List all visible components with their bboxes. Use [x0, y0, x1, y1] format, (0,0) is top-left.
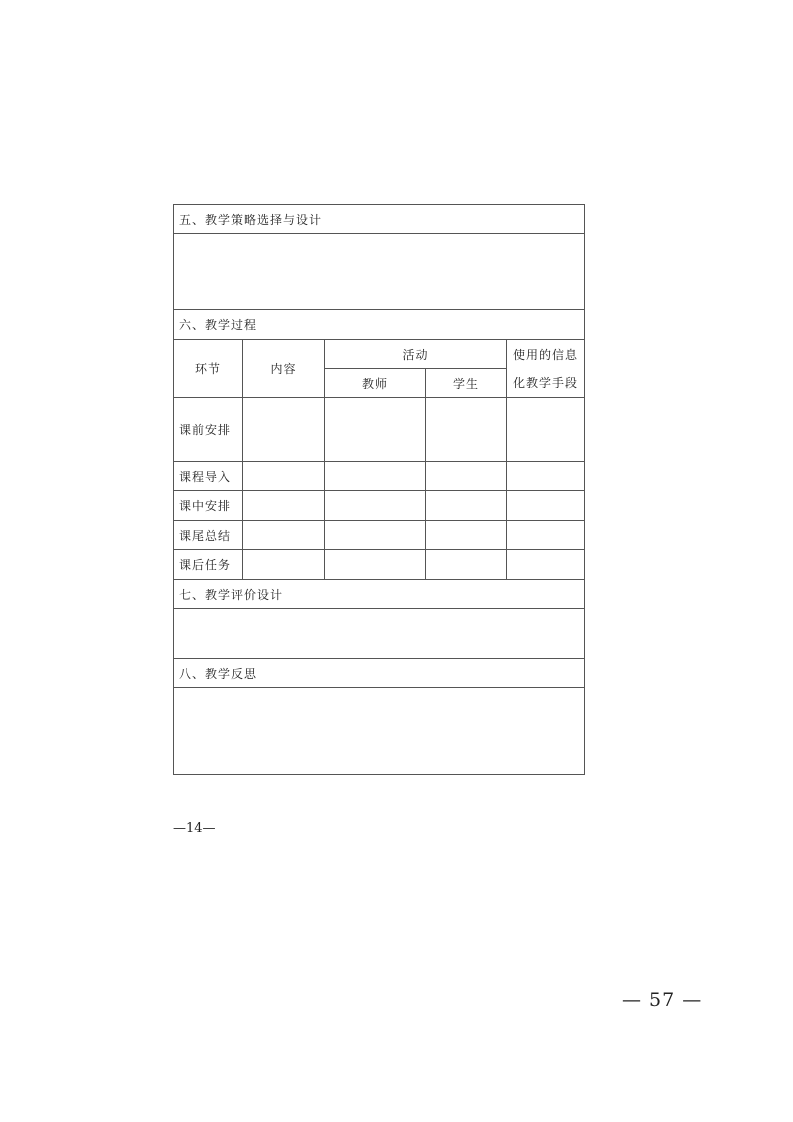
section-7-title: 七、教学评价设计: [174, 580, 585, 609]
header-teacher: 教师: [325, 369, 426, 398]
cell-content[interactable]: [243, 521, 325, 550]
cell-student[interactable]: [426, 491, 507, 521]
outer-page-number: — 57 —: [622, 989, 703, 1011]
row-label-pre-class: 课前安排: [174, 398, 243, 462]
section-8-title: 八、教学反思: [174, 659, 585, 688]
cell-info-means[interactable]: [507, 550, 585, 580]
cell-info-means[interactable]: [507, 398, 585, 462]
table-row: [174, 550, 585, 580]
table-row: [174, 521, 585, 550]
row-label-in-class: 课中安排: [174, 491, 243, 521]
table-row: [174, 462, 585, 491]
lesson-plan-form: [173, 204, 585, 775]
cell-student[interactable]: [426, 462, 507, 491]
cell-student[interactable]: [426, 521, 507, 550]
cell-teacher[interactable]: [325, 491, 426, 521]
row-label-summary: 课尾总结: [174, 521, 243, 550]
table-row: [174, 398, 585, 462]
header-content: 内容: [243, 340, 325, 398]
section-5-title: 五、教学策略选择与设计: [174, 205, 585, 234]
cell-info-means[interactable]: [507, 521, 585, 550]
inner-page-number: —14—: [173, 821, 216, 836]
header-info-line2: 化教学手段: [513, 375, 579, 390]
header-info-means: [507, 340, 585, 398]
cell-teacher[interactable]: [325, 462, 426, 491]
header-student: 学生: [426, 369, 507, 398]
table-row: [174, 491, 585, 521]
row-label-after-class: 课后任务: [174, 550, 243, 580]
cell-content[interactable]: [243, 550, 325, 580]
section-7-body[interactable]: [174, 609, 585, 659]
section-5-body[interactable]: [174, 234, 585, 310]
header-stage: 环节: [174, 340, 243, 398]
cell-content[interactable]: [243, 462, 325, 491]
cell-student[interactable]: [426, 398, 507, 462]
cell-teacher[interactable]: [325, 550, 426, 580]
cell-content[interactable]: [243, 398, 325, 462]
cell-content[interactable]: [243, 491, 325, 521]
section-8-body[interactable]: [174, 688, 585, 775]
cell-student[interactable]: [426, 550, 507, 580]
cell-info-means[interactable]: [507, 491, 585, 521]
cell-info-means[interactable]: [507, 462, 585, 491]
header-activity: 活动: [325, 340, 507, 369]
cell-teacher[interactable]: [325, 398, 426, 462]
row-label-introduction: 课程导入: [174, 462, 243, 491]
cell-teacher[interactable]: [325, 521, 426, 550]
header-info-line1: 使用的信息: [513, 347, 579, 362]
section-6-title: 六、教学过程: [174, 310, 585, 340]
